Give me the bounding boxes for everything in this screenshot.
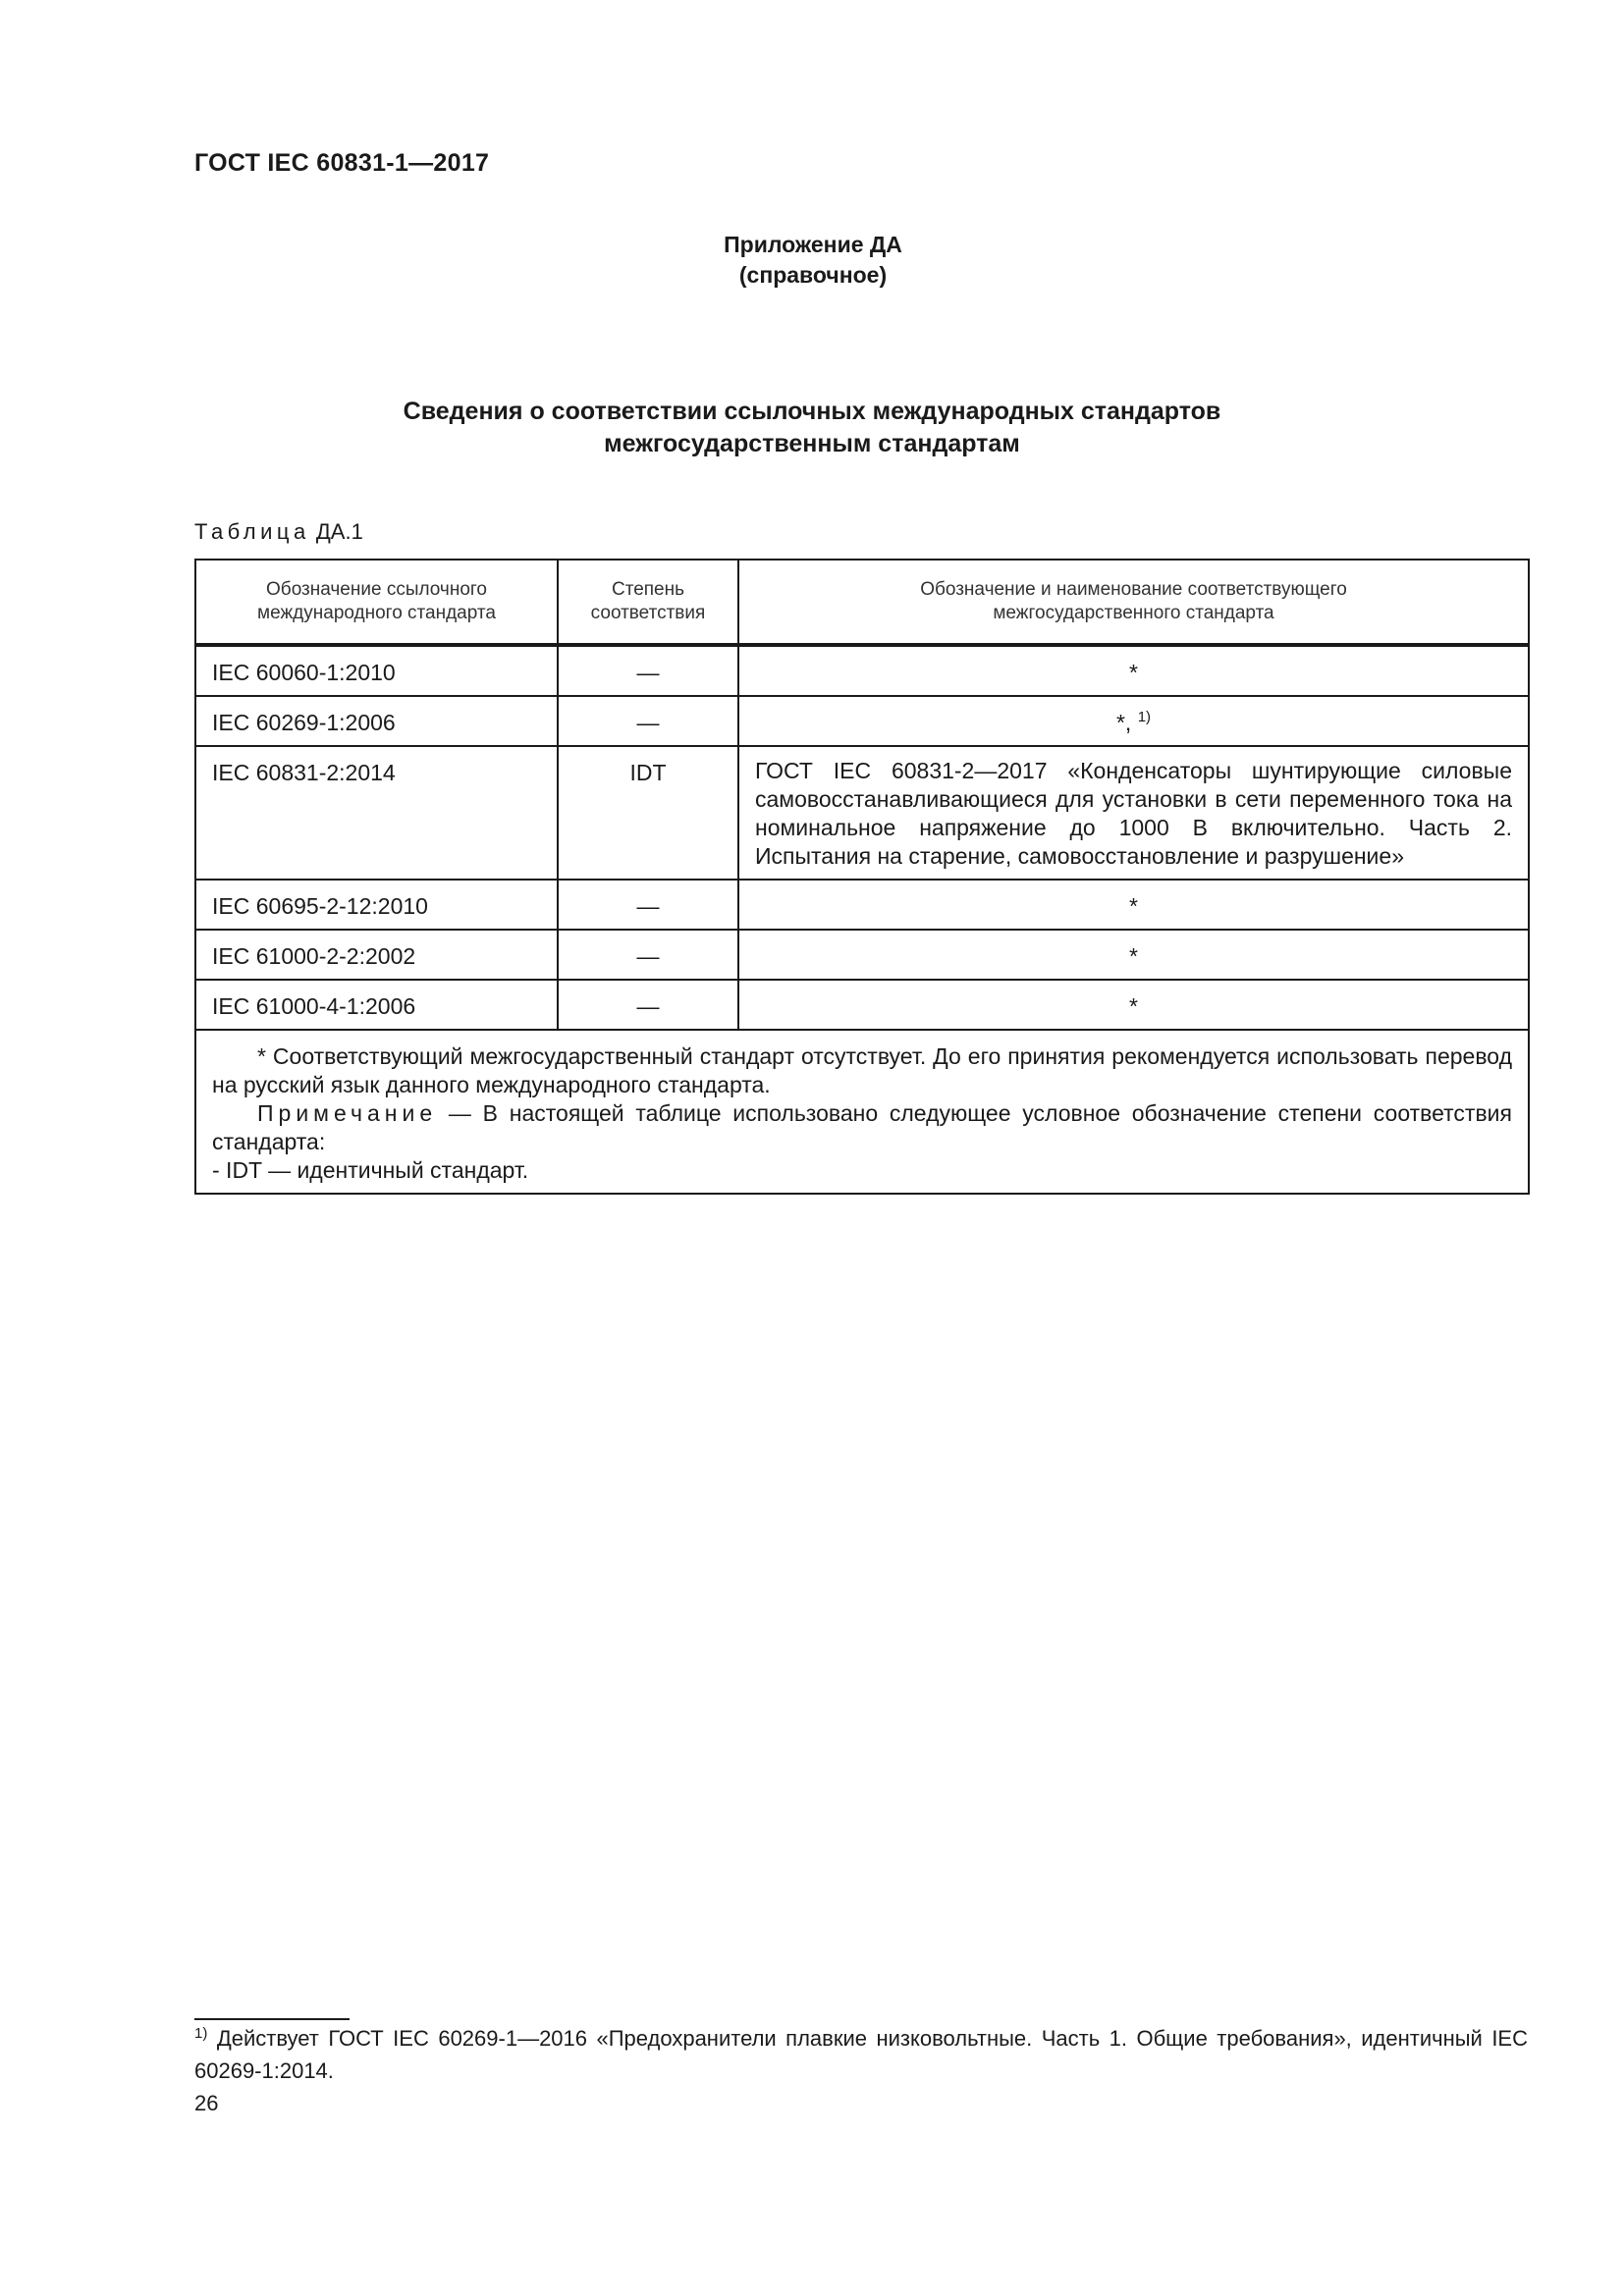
cell-degree: —: [558, 980, 738, 1030]
absent-standard-note: * Соответствующий межгосударственный стандарт отсутствует. До его принятия рекомендуется использовать перевод на русский язык данного международного стандарта.: [212, 1043, 1512, 1097]
page-number: 26: [194, 2091, 219, 2115]
cell-national: *: [738, 880, 1529, 930]
cell-reference: IEC 61000-2-2:2002: [195, 930, 558, 980]
table-caption-word: Таблица: [194, 519, 310, 544]
footnote: [194, 2024, 1528, 2086]
table-row: [195, 696, 1529, 746]
section-heading: [0, 396, 1624, 460]
column-header-degree: Степень соответствия: [558, 560, 738, 645]
cell-degree: —: [558, 880, 738, 930]
cell-reference: IEC 60831-2:2014: [195, 746, 558, 880]
cell-national: *: [738, 930, 1529, 980]
cell-reference: IEC 61000-4-1:2006: [195, 980, 558, 1030]
annex-kind: (справочное): [738, 262, 888, 288]
section-heading-line-1: Сведения о соответствии ссылочных международных стандартов: [403, 398, 1221, 425]
table-caption: [194, 519, 363, 545]
table-header-row: [195, 560, 1529, 645]
cell-national: *: [738, 645, 1529, 696]
cell-national-text: *,: [1115, 710, 1138, 735]
cell-national: ГОСТ IEC 60831-2—2017 «Конденсаторы шунтирующие силовые самовосстанавливающиеся для установки в сети переменного тока на номинальное напряжение до 1000 В включительно. Часть 2. Испытания на старение, самовосстановление и разрушение»: [738, 746, 1529, 880]
idt-definition: - IDT — идентичный стандарт.: [212, 1157, 529, 1183]
footnote-mark: 1): [194, 2025, 208, 2042]
note-text: — В настоящей таблице использовано следующее условное обозначение степени соответствия стандарта:: [212, 1100, 1512, 1154]
table-row: [195, 930, 1529, 980]
cell-degree: IDT: [558, 746, 738, 880]
table-row: [195, 880, 1529, 930]
table-row: [195, 645, 1529, 696]
footnote-reference: 1): [1137, 709, 1152, 725]
note-label: Примечание: [257, 1100, 438, 1126]
column-header-national: Обозначение и наименование соответствующего межгосударственного стандарта: [738, 560, 1529, 645]
correspondence-table: [194, 559, 1530, 1195]
table-row: [195, 980, 1529, 1030]
table-note: [212, 1099, 1512, 1156]
table-notes: [195, 1030, 1529, 1194]
column-header-reference: Обозначение ссылочного международного стандарта: [195, 560, 558, 645]
table-notes-row: [195, 1030, 1529, 1194]
cell-national: [738, 696, 1529, 746]
footnote-text: Действует ГОСТ IEC 60269-1—2016 «Предохранители плавкие низковольтные. Часть 1. Общие требования», идентичный IEC 60269-1:2014.: [194, 2026, 1528, 2083]
footnote-divider: [194, 2018, 350, 2020]
table-caption-id: ДА.1: [315, 519, 363, 544]
cell-degree: —: [558, 696, 738, 746]
annex-title: Приложение ДА: [724, 232, 902, 257]
cell-degree: —: [558, 930, 738, 980]
table-row: [195, 746, 1529, 880]
cell-reference: IEC 60269-1:2006: [195, 696, 558, 746]
cell-reference: IEC 60695-2-12:2010: [195, 880, 558, 930]
cell-national: *: [738, 980, 1529, 1030]
section-heading-line-2: межгосударственным стандартам: [604, 430, 1020, 457]
cell-reference: IEC 60060-1:2010: [195, 645, 558, 696]
document-code: ГОСТ IEC 60831-1—2017: [194, 149, 490, 177]
cell-degree: —: [558, 645, 738, 696]
